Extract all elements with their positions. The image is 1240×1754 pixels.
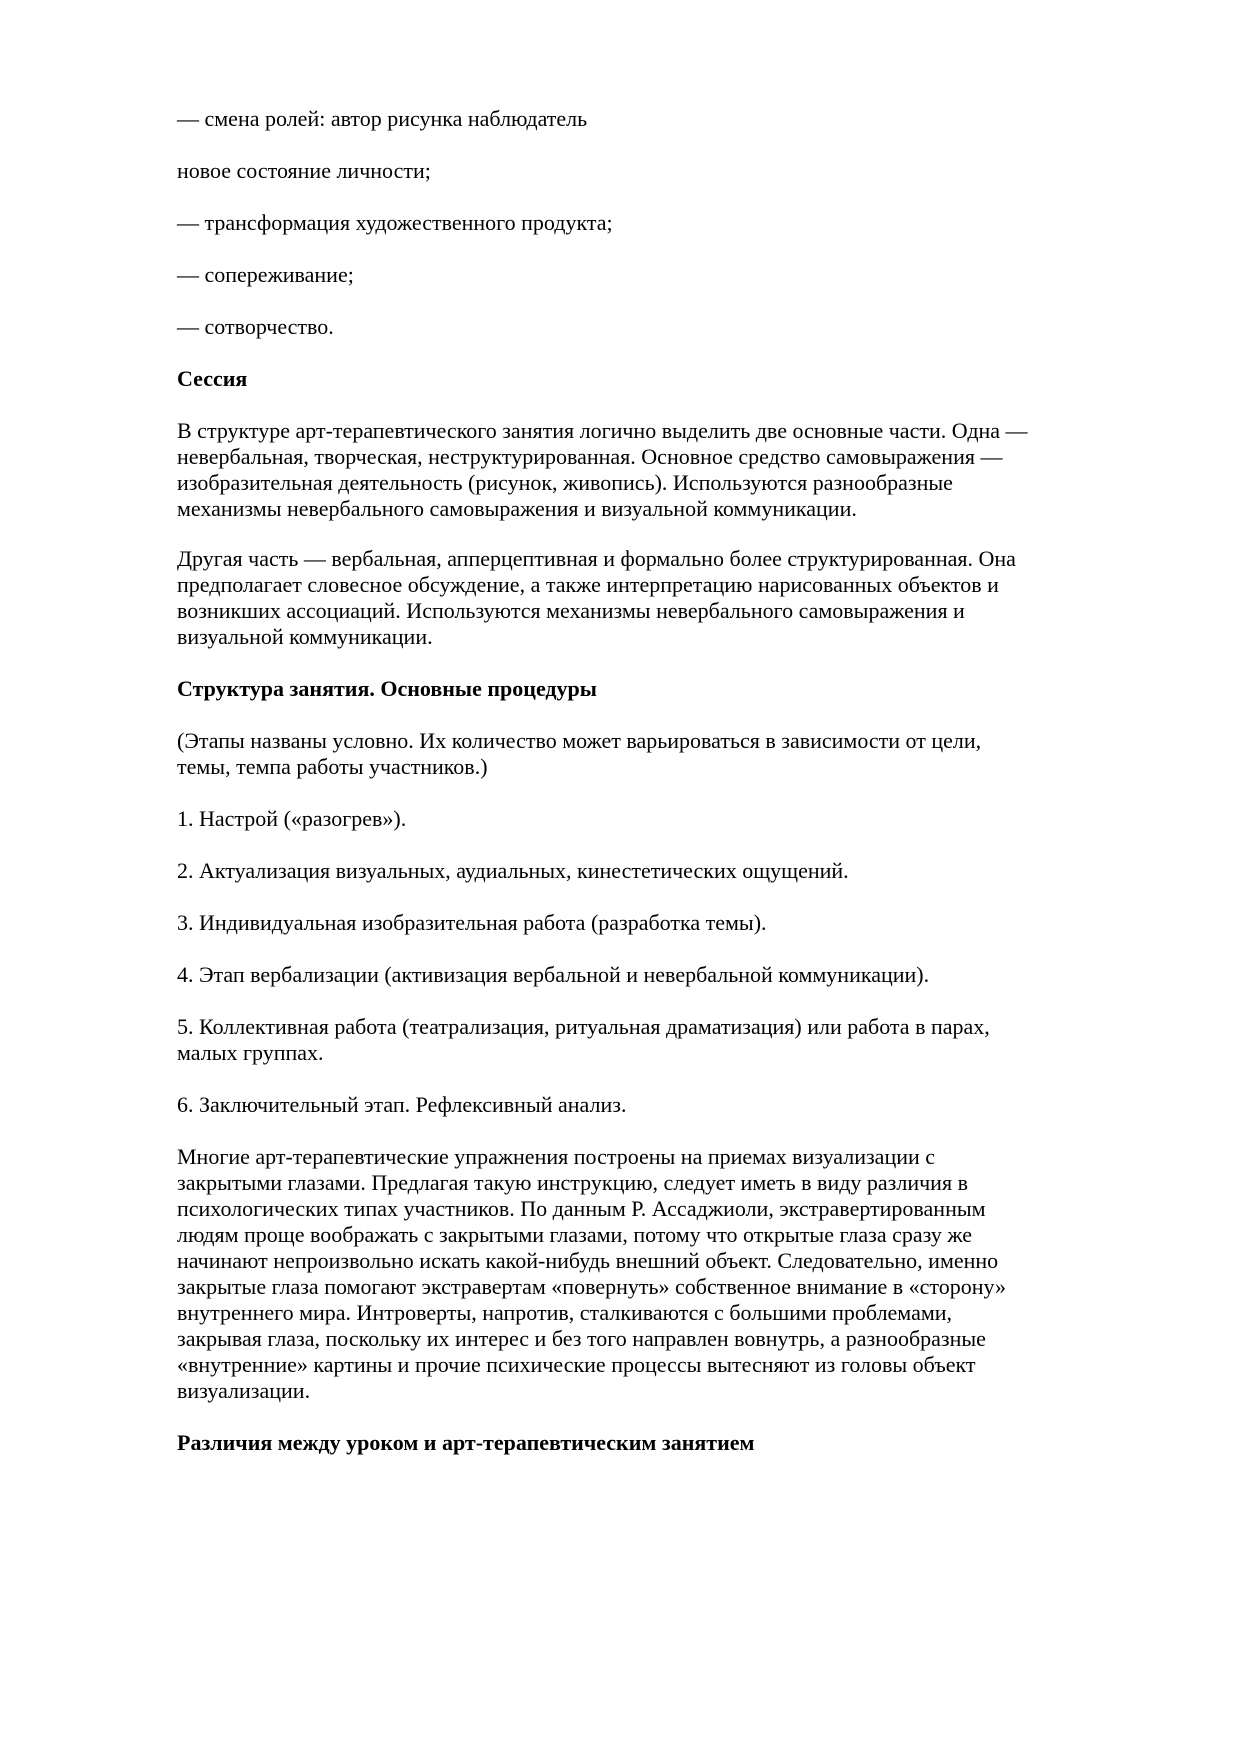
paragraph-line: невербальная, творческая, неструктурированная. Основное средство самовыражения —: [177, 444, 1003, 469]
paragraph-line: закрытыми глазами. Предлагая такую инструкцию, следует иметь в виду различия в: [177, 1170, 968, 1195]
step-item: 2. Актуализация визуальных, аудиальных, кинестетических ощущений.: [177, 858, 849, 883]
paragraph-line: изобразительная деятельность (рисунок, живопись). Используются разнообразные: [177, 470, 953, 495]
paragraph-line: визуализации.: [177, 1378, 311, 1403]
step-item: 1. Настрой («разогрев»).: [177, 806, 407, 831]
paragraph-line: В структуре арт-терапевтического занятия логично выделить две основные части. Одна —: [177, 418, 1028, 443]
step-item: 3. Индивидуальная изобразительная работа (разработка темы).: [177, 910, 767, 935]
paragraph-line: Другая часть — вербальная, апперцептивная и формально более структурированная. Она: [177, 546, 1016, 571]
list-item: новое состояние личности;: [177, 158, 431, 183]
paragraph-line: начинают непроизвольно искать какой-нибудь внешний объект. Следовательно, именно: [177, 1248, 999, 1273]
paragraph-line: внутреннего мира. Интроверты, напротив, сталкиваются с большими проблемами,: [177, 1300, 953, 1325]
step-item: малых группах.: [177, 1040, 324, 1065]
paragraph-line: предполагает словесное обсуждение, а также интерпретацию нарисованных объектов и: [177, 572, 999, 597]
step-item: 5. Коллективная работа (театрализация, ритуальная драматизация) или работа в парах,: [177, 1014, 990, 1039]
step-item: 6. Заключительный этап. Рефлексивный анализ.: [177, 1092, 627, 1117]
paragraph-line: Многие арт-терапевтические упражнения построены на приемах визуализации с: [177, 1144, 936, 1169]
paragraph-line: «внутренние» картины и прочие психические процессы вытесняют из головы объект: [177, 1352, 976, 1377]
paragraph-line: темы, темпа работы участников.): [177, 754, 488, 779]
paragraph-line: визуальной коммуникации.: [177, 624, 433, 649]
list-item: — смена ролей: автор рисунка наблюдатель: [177, 106, 588, 131]
step-item: 4. Этап вербализации (активизация вербальной и невербальной коммуникации).: [177, 962, 930, 987]
section-heading-differences: Различия между уроком и арт-терапевтическим занятием: [177, 1430, 755, 1455]
list-item: — сотворчество.: [177, 314, 334, 339]
paragraph-line: механизмы невербального самовыражения и визуальной коммуникации.: [177, 496, 857, 521]
list-item: — сопереживание;: [177, 262, 354, 287]
paragraph-line: (Этапы названы условно. Их количество может варьироваться в зависимости от цели,: [177, 728, 982, 753]
section-heading-structure: Структура занятия. Основные процедуры: [177, 676, 597, 701]
paragraph-line: людям проще воображать с закрытыми глазами, потому что открытые глаза сразу же: [177, 1222, 973, 1247]
paragraph-line: закрывая глаза, поскольку их интерес и без того направлен вовнутрь, а разнообразные: [177, 1326, 986, 1351]
paragraph-line: психологических типах участников. По данным Р. Ассаджиоли, экстравертированным: [177, 1196, 986, 1221]
paragraph-line: закрытые глаза помогают экстравертам «повернуть» собственное внимание в «сторону»: [177, 1274, 1007, 1299]
list-item: — трансформация художественного продукта;: [177, 210, 613, 235]
section-heading-session: Сессия: [177, 366, 248, 391]
paragraph-line: возникших ассоциаций. Используются механизмы невербального самовыражения и: [177, 598, 965, 623]
